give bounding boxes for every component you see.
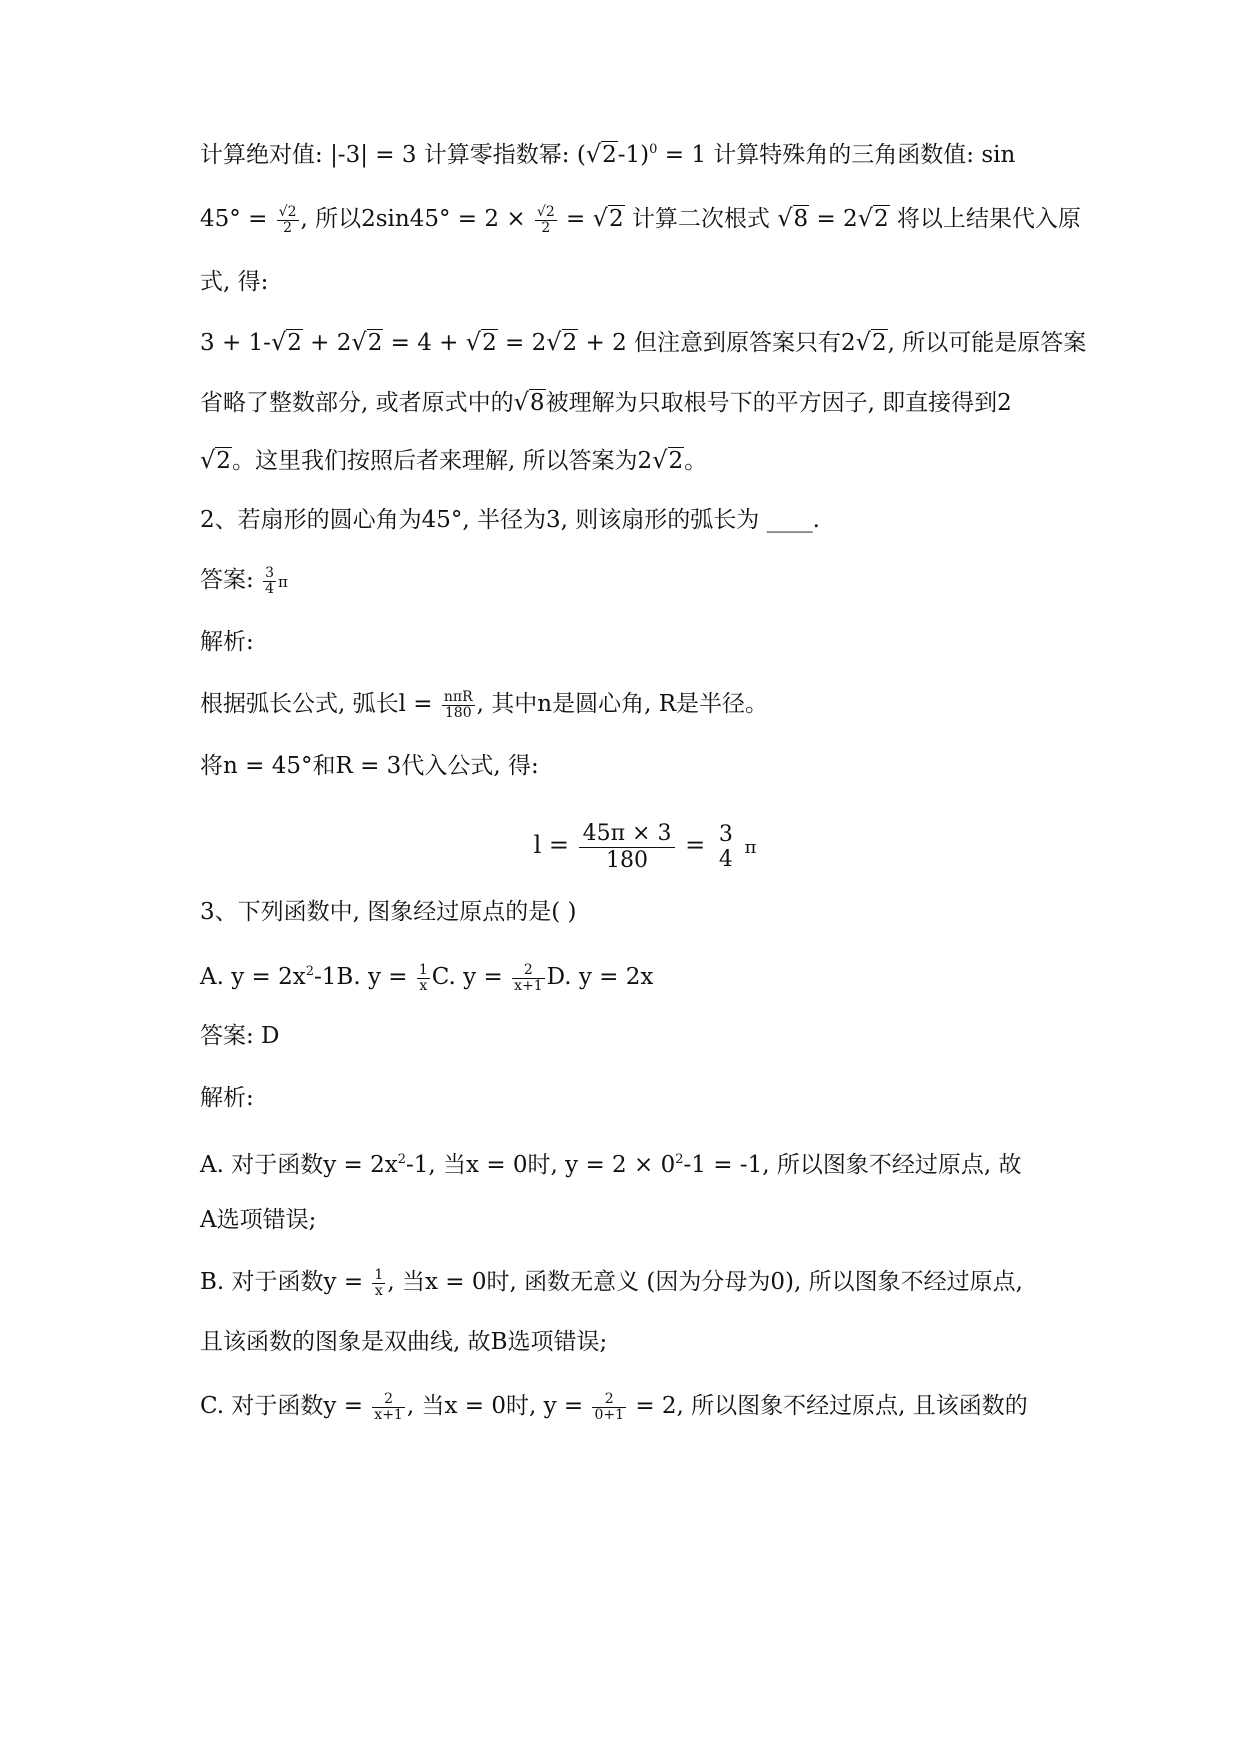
fraction: $\frac{\text{nπR}}{180}$ [443, 688, 473, 721]
fraction: $\frac{3}{4}$ [265, 564, 274, 597]
sqrt: √2 [652, 446, 684, 474]
superscript: 0 [649, 142, 658, 157]
p2-line-2: 省略了整数部分, 或者原式中的√8被理解为只取根号下的平方因子, 即直接得到2 [200, 388, 1012, 416]
q3-analysis-label: 解析: [200, 1085, 254, 1111]
text: -1) [617, 142, 650, 168]
fraction: 3 4 [718, 821, 733, 872]
sqrt: √2 [546, 328, 578, 356]
text: = 2 [809, 206, 858, 232]
q3-analysis-b-2: 且该函数的图象是双曲线, 故B选项错误; [200, 1329, 608, 1355]
text: 式, 得: [200, 269, 269, 295]
sqrt: √2 [465, 328, 497, 356]
text: = 3 计算零指数幂: ( [367, 142, 586, 168]
text: 45° = [200, 206, 275, 232]
fraction: $\frac{2}{x+1}$ [514, 961, 543, 994]
sqrt: √2 [270, 328, 302, 356]
p1-line-1 [200, 130, 1090, 170]
p1-line-2 [200, 198, 1090, 238]
q3-analysis-a-2: A选项错误; [200, 1207, 317, 1233]
text: 将以上结果代入原 [889, 206, 1081, 232]
text: = 1 计算特殊角的三角函数值: sin [657, 142, 1016, 168]
q2-formula: 根据弧长公式, 弧长l = $\frac{\text{nπR}}{180}$ , 其中n是圆心角, R是半径。 [200, 688, 769, 721]
q2-question: 2、若扇形的圆心角为45°, 半径为3, 则该扇形的弧长为 ____. [200, 507, 820, 533]
p2-line-1: 3 + 1-√2 + 2√2 = 4 + √2 = 2√2 + 2 但注意到原答案只有2√2, 所以可能是原答案 [200, 328, 1087, 356]
fraction: $\frac{1}{x}$ [374, 1266, 384, 1299]
text: = [558, 206, 593, 232]
q3-analysis-b-1: B. 对于函数y = $\frac{1}{x}$ , 当x = 0时, 函数无意义 (因为分母为0), 所以图象不经过原点, [200, 1266, 1023, 1299]
fraction: $\frac{√2}{2}$ [278, 203, 297, 236]
q2-answer: 答案: $\frac{3}{4}$ π [200, 564, 288, 597]
abs-value: |-3| [330, 142, 368, 168]
q2-substitute: 将n = 45°和R = 3代入公式, 得: [200, 753, 539, 779]
p1-line-3 [200, 262, 1090, 302]
sqrt: √2 [585, 140, 617, 168]
q3-answer: 答案: D [200, 1023, 280, 1049]
fraction: $\frac{2}{0+1}$ [594, 1390, 625, 1423]
fraction: $\frac{2}{x+1}$ [374, 1390, 403, 1423]
q3-analysis-c-1: C. 对于函数y = $\frac{2}{x+1}$ , 当x = 0时, y = $\frac{2}{0+1}$ = 2, 所以图象不经过原点, 且该函数的 [200, 1390, 1028, 1423]
sqrt: √8 [777, 204, 809, 232]
q3-question: 3、下列函数中, 图象经过原点的是( ) [200, 899, 577, 925]
sqrt: √8 [513, 388, 545, 416]
sqrt: √2 [855, 328, 887, 356]
fraction: $\frac{1}{x}$ [418, 961, 428, 994]
text: , 所以2sin45° = 2 × [300, 206, 533, 232]
text: 计算绝对值: [200, 142, 331, 168]
q3-options: A. $y = 2x^2-1B$. y = $\frac{1}{x}$ C. y = $\frac{2}{x+1}$ D. y = 2x [200, 961, 654, 994]
text: 计算二次根式 [624, 206, 778, 232]
q2-analysis-label: 解析: [200, 629, 254, 655]
fraction: $\frac{45\pi \times 3}{180}$ [579, 821, 676, 872]
fraction: $\frac{√2}{2}$ [536, 203, 555, 236]
p2-line-3: √2。这里我们按照后者来理解, 所以答案为2√2。 [200, 446, 708, 474]
q3-analysis-a-1: A. 对于函数$y = 2x^2-1$, 当x = 0时, $y = 2 \times 0^2-1 = -1$, 所以图象不经过原点, 故 [200, 1152, 1022, 1178]
sqrt: √2 [200, 446, 231, 474]
q2-equation: l = $\frac{45\pi \times 3}{180}$ = 3 4 π [533, 821, 757, 873]
sqrt: √2 [857, 204, 889, 232]
sqrt: √2 [351, 328, 383, 356]
sqrt: √2 [592, 204, 624, 232]
